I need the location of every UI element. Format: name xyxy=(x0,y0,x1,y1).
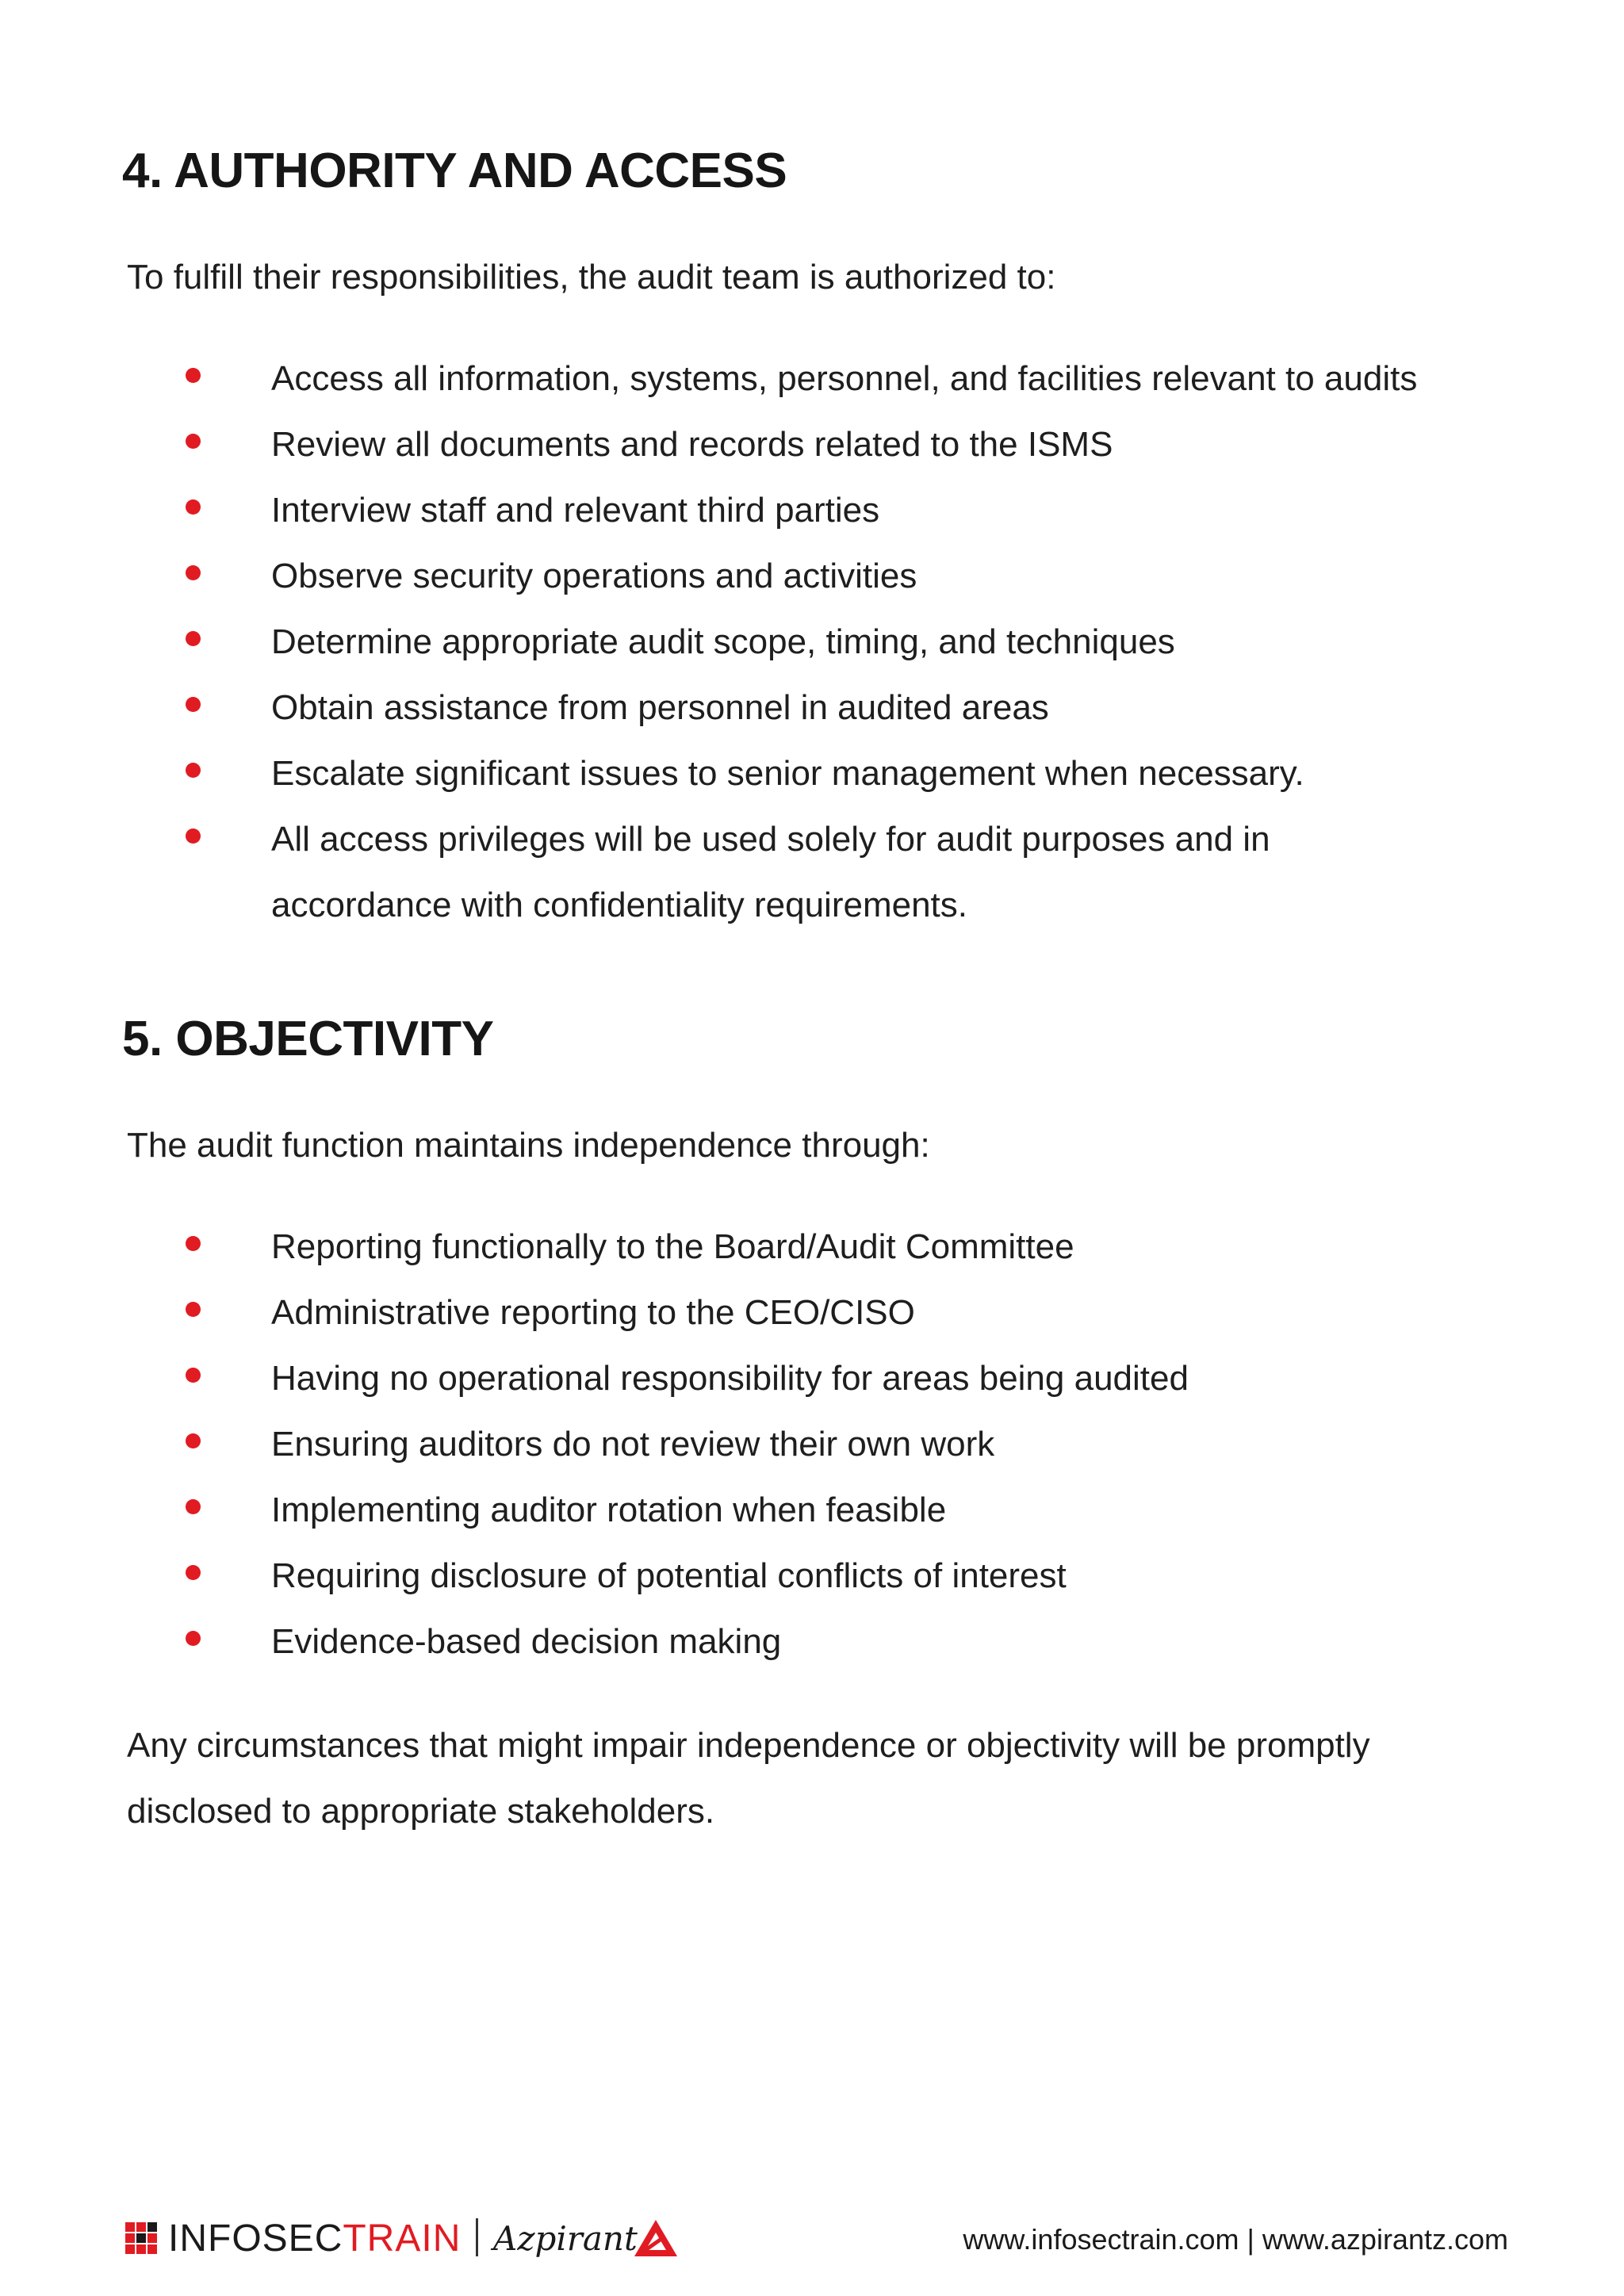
list-item: Administrative reporting to the CEO/CISO xyxy=(0,1280,1540,1345)
red-dot-icon xyxy=(186,697,201,712)
red-dot-icon xyxy=(186,1236,201,1251)
list-item: Having no operational responsibility for areas being audited xyxy=(0,1345,1540,1411)
red-dot-icon xyxy=(186,434,201,449)
list-item: Escalate significant issues to senior management when necessary. xyxy=(0,740,1540,806)
azpirantz-logo xyxy=(493,2212,679,2264)
closing-paragraph: Any circumstances that might impair independence or objectivity will be promptly disclosed to appropriate stakeholders. xyxy=(127,1726,1370,1831)
red-dot-icon xyxy=(186,828,201,844)
infosectrain-wordmark: INFOSECTRAIN xyxy=(168,2217,462,2260)
section-intro-objectivity: The audit function maintains independence through: xyxy=(127,1126,930,1165)
list-item: Observe security operations and activities xyxy=(0,543,1540,609)
red-dot-icon xyxy=(186,1631,201,1646)
red-dot-icon xyxy=(186,565,201,580)
page-footer xyxy=(0,2212,1624,2267)
bullet-list-authority-access xyxy=(0,346,1540,938)
section-title-objectivity: 5. OBJECTIVITY xyxy=(122,1012,494,1066)
red-dot-icon xyxy=(186,1433,201,1448)
list-item: Reporting functionally to the Board/Audit Committee xyxy=(0,1214,1540,1280)
red-dot-icon xyxy=(186,499,201,515)
section-intro-authority-access: To fulfill their responsibilities, the audit team is authorized to: xyxy=(127,258,1056,297)
section-title-authority-access: 4. AUTHORITY AND ACCESS xyxy=(122,144,787,198)
bullet-list-objectivity xyxy=(0,1214,1540,1674)
red-dot-icon xyxy=(186,1368,201,1383)
list-item: Requiring disclosure of potential conflicts of interest xyxy=(0,1543,1540,1609)
list-item: Access all information, systems, personnel, and facilities relevant to audits xyxy=(0,346,1540,411)
list-item: Implementing auditor rotation when feasible xyxy=(0,1477,1540,1543)
logo-divider xyxy=(476,2218,478,2256)
azpirantz-wordmark: Azpirant xyxy=(493,2218,638,2258)
red-dot-icon xyxy=(186,1302,201,1317)
list-item: Determine appropriate audit scope, timing, and techniques xyxy=(0,609,1540,675)
infosectrain-grid-logo-icon xyxy=(125,2222,157,2254)
infosectrain-logo xyxy=(125,2218,461,2258)
list-item: All access privileges will be used solely for audit purposes and in accordance with confidentiality requirements. xyxy=(0,806,1540,938)
azpirantz-triangle-logo-icon xyxy=(633,2218,679,2258)
list-item: Interview staff and relevant third parties xyxy=(0,477,1540,543)
red-dot-icon xyxy=(186,1565,201,1580)
red-dot-icon xyxy=(186,763,201,778)
footer-website-links[interactable]: www.infosectrain.com | www.azpirantz.com xyxy=(963,2223,1508,2256)
red-dot-icon xyxy=(186,631,201,646)
red-dot-icon xyxy=(186,368,201,383)
red-dot-icon xyxy=(186,1499,201,1514)
list-item: Ensuring auditors do not review their own work xyxy=(0,1411,1540,1477)
list-item: Obtain assistance from personnel in audited areas xyxy=(0,675,1540,740)
list-item: Review all documents and records related to the ISMS xyxy=(0,411,1540,477)
list-item: Evidence-based decision making xyxy=(0,1609,1540,1674)
